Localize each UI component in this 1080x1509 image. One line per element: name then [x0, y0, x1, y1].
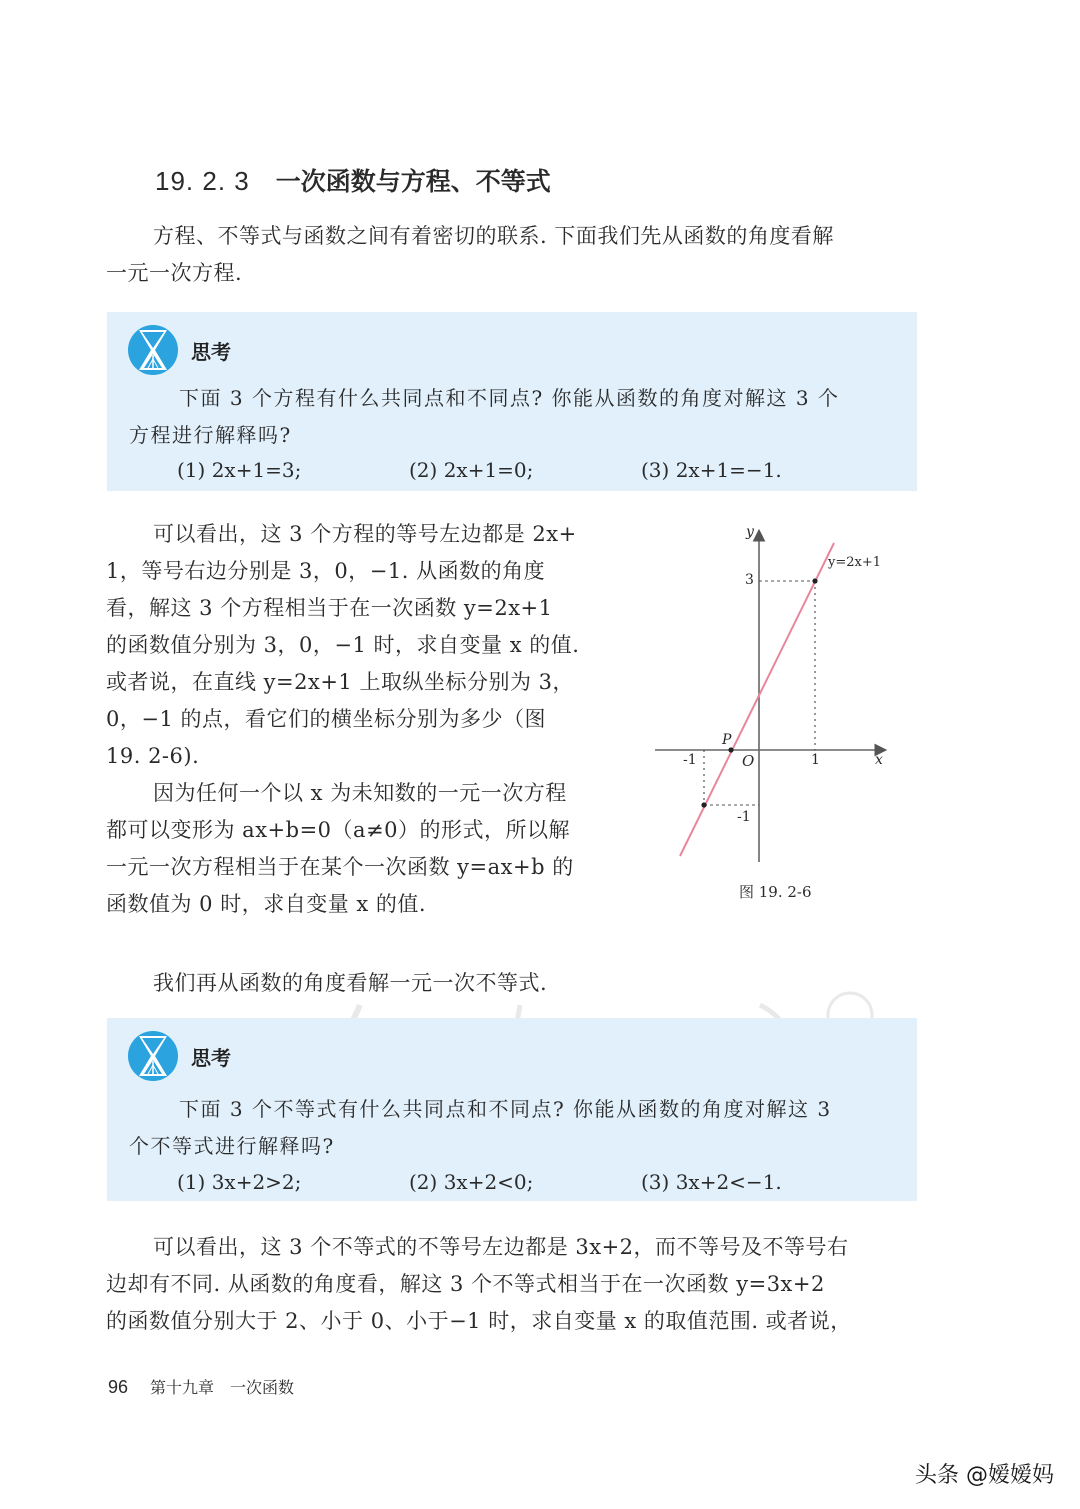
- credit-watermark: 头条 @嫒嫒妈: [915, 1463, 1054, 1488]
- think-question: [129, 1091, 897, 1165]
- inequality-item: (3) 3x+2<−1.: [641, 1170, 782, 1194]
- inequality-item: (2) 3x+2<0;: [409, 1170, 534, 1194]
- body-line: 的函数值分别为 3，0，−1 时，求自变量 x 的值.: [106, 633, 580, 657]
- equation-item: (3) 2x+1=−1.: [641, 458, 782, 482]
- page-footer: [108, 1375, 294, 1398]
- inequality-item: (1) 3x+2>2;: [177, 1170, 302, 1194]
- body-line: 的函数值分别大于 2、小于 0、小于−1 时，求自变量 x 的取值范围. 或者说，: [106, 1309, 852, 1333]
- think-box-inequalities: [107, 1018, 917, 1201]
- graph-y-2x-plus-1: [640, 515, 910, 915]
- think-box-equations: [107, 312, 917, 491]
- body-line: 可以看出，这 3 个方程的等号左边都是 2x+: [153, 522, 577, 546]
- page-number: 96: [108, 1377, 129, 1397]
- y-axis-label: y: [746, 524, 754, 540]
- x-tick-1: 1: [811, 752, 820, 768]
- intro-paragraph: [106, 218, 926, 292]
- thinking-hourglass-icon: [127, 324, 179, 376]
- think-line: 下面 3 个方程有什么共同点和不同点? 你能从函数的角度对解这 3 个: [179, 386, 840, 410]
- body-line: 因为任何一个以 x 为未知数的一元一次方程: [153, 781, 567, 805]
- body-line: 边却有不同. 从函数的角度看，解这 3 个不等式相当于在一次函数 y=3x+2: [106, 1272, 825, 1296]
- section-number: 19. 2. 3: [155, 166, 250, 196]
- body-line: 都可以变形为 ax+b=0（a≠0）的形式，所以解: [106, 818, 571, 842]
- think-line: 个不等式进行解释吗?: [129, 1134, 335, 1158]
- section-title: 一次函数与方程、不等式: [275, 167, 551, 196]
- origin-label: O: [742, 752, 755, 770]
- line-label: y=2x+1: [828, 555, 882, 570]
- thinking-hourglass-icon: [127, 1030, 179, 1082]
- body-line: 可以看出，这 3 个不等式的不等号左边都是 3x+2，而不等号及不等号右: [153, 1235, 849, 1259]
- think-header: [127, 1030, 231, 1082]
- body-line: 看，解这 3 个方程相当于在一次函数 y=2x+1: [106, 596, 553, 620]
- inequality-list: [177, 1170, 907, 1194]
- chapter-title: 第十九章 一次函数: [150, 1378, 295, 1397]
- equation-list: [177, 458, 907, 482]
- body-line: 1，等号右边分别是 3，0，−1. 从函数的角度: [106, 559, 546, 583]
- x-axis-label: x: [875, 752, 883, 768]
- think-label: 思考: [191, 339, 231, 364]
- intro-line: 方程、不等式与函数之间有着密切的联系. 下面我们先从函数的角度看解: [153, 224, 834, 248]
- y-tick-minus-1: -1: [737, 809, 751, 825]
- x-tick-minus-1: -1: [683, 752, 697, 768]
- think-label: 思考: [191, 1045, 231, 1070]
- think-header: [127, 324, 231, 376]
- point-label-p: P: [722, 732, 732, 748]
- intro-line: 一元一次方程.: [106, 261, 243, 285]
- body-paragraph-3: [106, 1229, 926, 1340]
- think-line: 下面 3 个不等式有什么共同点和不同点? 你能从函数的角度对解这 3: [179, 1097, 832, 1121]
- equation-item: (2) 2x+1=0;: [409, 458, 534, 482]
- transition-sentence: 我们再从函数的角度看解一元一次不等式.: [153, 971, 548, 995]
- body-paragraph-1: [106, 516, 632, 775]
- think-question: [129, 380, 897, 454]
- figure-caption: 图 19. 2-6: [739, 883, 812, 901]
- figure-linear-graph: [640, 515, 910, 915]
- body-line: 一元一次方程相当于在某个一次函数 y=ax+b 的: [106, 855, 574, 879]
- equation-item: (1) 2x+1=3;: [177, 458, 302, 482]
- body-line: 0，−1 的点，看它们的横坐标分别为多少（图: [106, 707, 546, 731]
- body-line: 19. 2-6).: [106, 744, 200, 768]
- think-line: 方程进行解释吗?: [129, 423, 292, 447]
- section-heading: [155, 163, 551, 200]
- y-tick-3: 3: [745, 572, 754, 588]
- body-paragraph-2: [106, 775, 632, 923]
- body-line: 函数值为 0 时，求自变量 x 的值.: [106, 892, 427, 916]
- body-line: 或者说，在直线 y=2x+1 上取纵坐标分别为 3，: [106, 670, 575, 694]
